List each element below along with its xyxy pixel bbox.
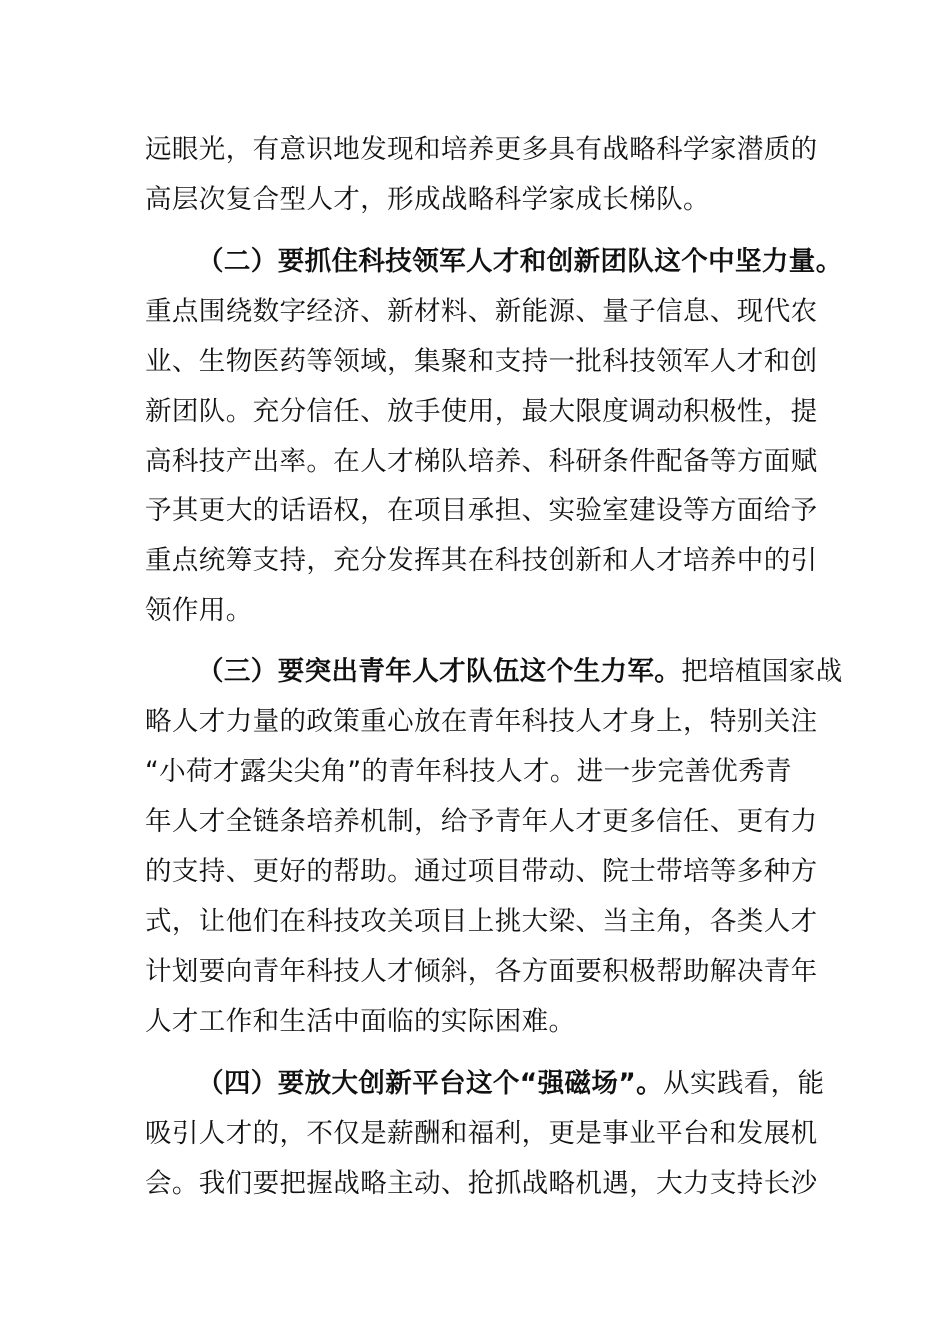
section-3-line-3: 年人才全链条培养机制，给予青年人才更多信任、更有力 bbox=[145, 806, 818, 837]
section-4-heading-tail: 从实践看，能 bbox=[663, 1068, 825, 1099]
section-4-line-2: 会。我们要把握战略主动、抢抓战略机遇，大力支持长沙 bbox=[145, 1168, 818, 1199]
section-3-line-2: “小荷才露尖尖角”的青年科技人才。进一步完善优秀青 bbox=[145, 756, 792, 787]
section-2-line-4: 高科技产出率。在人才梯队培养、科研条件配备等方面赋 bbox=[145, 446, 818, 477]
section-4-heading: （四）要放大创新平台这个“强磁场”。 bbox=[197, 1068, 664, 1099]
section-4-line-1: 吸引人才的，不仅是薪酬和福利，更是事业平台和发展机 bbox=[145, 1118, 818, 1149]
section-3-line-5: 式，让他们在科技攻关项目上挑大梁、当主角，各类人才 bbox=[145, 906, 818, 937]
section-4-first-line bbox=[197, 1062, 825, 1106]
section-3-line-6: 计划要向青年科技人才倾斜，各方面要积极帮助解决青年 bbox=[145, 956, 818, 987]
section-2-line-5: 予其更大的话语权，在项目承担、实验室建设等方面给予 bbox=[145, 495, 818, 526]
section-3-first-line bbox=[197, 650, 843, 694]
section-3-line-7: 人才工作和生活中面临的实际困难。 bbox=[145, 1006, 576, 1037]
section-3-heading: （三）要突出青年人才队伍这个生力军。 bbox=[197, 656, 682, 687]
section-2-line-6: 重点统筹支持，充分发挥其在科技创新和人才培养中的引 bbox=[145, 545, 818, 576]
intro-line-1: 远眼光，有意识地发现和培养更多具有战略科学家潜质的 bbox=[145, 134, 818, 165]
section-2-line-1: 重点围绕数字经济、新材料、新能源、量子信息、现代农 bbox=[145, 296, 818, 327]
section-3-line-1: 略人才力量的政策重心放在青年科技人才身上，特别关注 bbox=[145, 706, 818, 737]
section-2-line-7: 领作用。 bbox=[145, 595, 253, 626]
intro-line-2: 高层次复合型人才，形成战略科学家成长梯队。 bbox=[145, 184, 710, 215]
section-2-heading: （二）要抓住科技领军人才和创新团队这个中坚力量。 bbox=[197, 246, 843, 277]
section-2-line-2: 业、生物医药等领域，集聚和支持一批科技领军人才和创 bbox=[145, 346, 818, 377]
section-3-heading-tail: 把培植国家战 bbox=[681, 656, 843, 687]
section-2-line-3: 新团队。充分信任、放手使用，最大限度调动积极性，提 bbox=[145, 396, 818, 427]
section-3-line-4: 的支持、更好的帮助。通过项目带动、院士带培等多种方 bbox=[145, 856, 818, 887]
